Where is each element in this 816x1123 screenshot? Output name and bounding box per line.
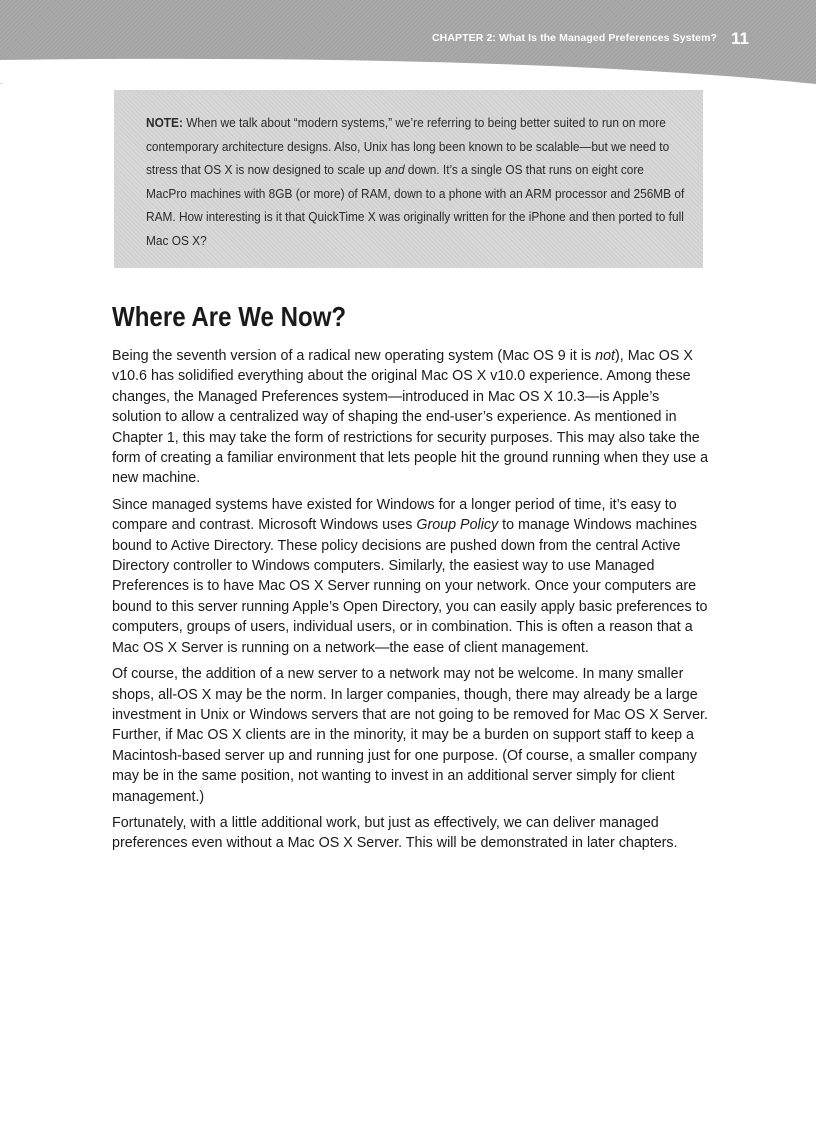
- note-text-part-2: down. It’s a single OS that runs on eight core MacPro machines with 8GB (or more) of RAM, down to a phone with an ARM processor and 256MB of RAM. How interesting is it that QuickTime X was originally written for the iPhone and then ported to full Mac OS X?: [146, 162, 685, 248]
- paragraph-4: Fortunately, with a little additional work, but just as effectively, we can deliver managed preferences even without a Mac OS X Server. This will be demonstrated in later chapters.: [112, 814, 678, 852]
- paragraph-2-part-b: to manage Windows machines bound to Active Directory. These policy decisions are pushed down from the central Active Directory controller to Windows computers. Similarly, the easiest way to use Managed Preferences is to have Mac OS X Server running on your network. Once your computers are bound to this server running Apple’s Open Directory, you can easily apply basic preferences to computers, groups of users, individual users, or in combination. This is often a reason that a Mac OS X Server is running on a network—the ease of client management.: [112, 517, 708, 656]
- paragraph-2-emphasis: Group Policy: [416, 517, 499, 534]
- note-text: [146, 111, 686, 253]
- section-heading: Where Are We Now?: [112, 301, 347, 332]
- paragraph-3: Of course, the addition of a new server to a network may not be welcome. In many smaller shops, all-OS X may be the norm. In larger companies, though, there may already be a large investment in Unix or Windows servers that are not going to be removed for Mac OS X Server. Further, if Mac OS X clients are in the minority, it may be a burden on support staff to keep a Macintosh-based server up and running just for one purpose. (Of course, a smaller company may be in the same position, not wanting to invest in an additional server simply for client management.): [112, 666, 708, 805]
- body-text: [112, 346, 710, 860]
- header-band: [0, 0, 816, 84]
- running-head: CHAPTER 2: What Is the Managed Preferences System?: [432, 32, 718, 44]
- paragraph-1-part-a: Being the seventh version of a radical new operating system (Mac OS 9 it is: [112, 348, 596, 364]
- paragraph-1-part-b: ), Mac OS X v10.6 has solidified everything about the original Mac OS X v10.0 experience. Among these changes, the Managed Preferences system—introduced in Mac OS X 10.3—is Apple’s solution to allow a centralized way of shaping the end-user’s experience. As mentioned in Chapter 1, this may take the form of restrictions for security purposes. This may also take the form of creating a familiar environment that lets people hit the ground running when they use a new machine.: [112, 348, 709, 487]
- note-text-part-1: When we talk about “modern systems,” we’re referring to being better suited to run on more contemporary architecture designs. Also, Unix has long been known to be scalable—but we need to stress that OS X is now designed to scale up: [146, 115, 670, 178]
- paragraph-1: [112, 346, 710, 489]
- page-number: 11: [731, 29, 749, 48]
- paragraph-2: [112, 495, 710, 658]
- paragraph-1-emphasis: not: [595, 348, 616, 364]
- note-label: NOTE:: [146, 115, 183, 130]
- paragraph-2-part-a: Since managed systems have existed for Windows for a longer period of time, it’s easy to compare and contrast. Microsoft Windows uses: [112, 496, 677, 534]
- note-emphasis: and: [384, 162, 405, 178]
- note-box: [114, 90, 703, 268]
